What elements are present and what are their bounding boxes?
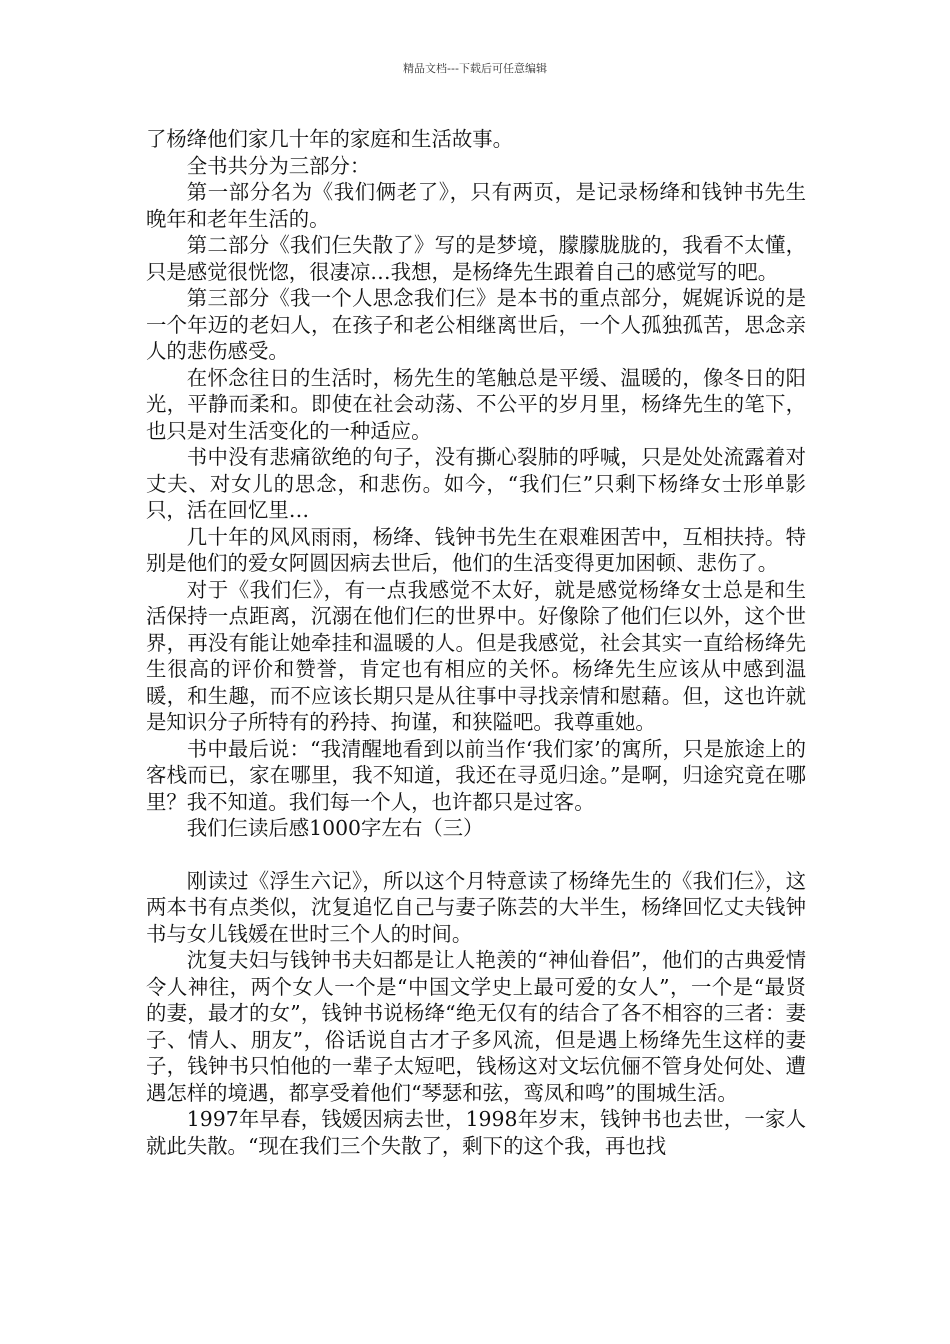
- paragraph: 沈复夫妇与钱钟书夫妇都是让人艳羡的“神仙眷侣”，他们的古典爱情令人神往，两个女人一个是“中国文学史上最可爱的女人”，一个是“最贤的妻，最才的女”，钱钟书说杨绛“绝无仅有的结合了各不相容的三者：妻子、情人、朋友”，俗话说自古才子多风流，但是遇上杨绛先生这样的妻子，钱钟书只怕他的一辈子太短吧，钱杨这对文坛伉俪不管身处何处、遭遇怎样的境遇，都享受着他们“琴瑟和弦，鸾凤和鸣”的围城生活。: [146, 948, 806, 1105]
- paragraph: 书中没有悲痛欲绝的句子，没有撕心裂肺的呼喊，只是处处流露着对丈夫、对女儿的思念，和悲伤。如今，“我们仨”只剩下杨绛女士形单影只，活在回忆里…: [146, 445, 806, 522]
- paragraph: 第二部分《我们仨失散了》写的是梦境，朦朦胧胧的，我看不太懂，只是感觉很恍惚，很凄凉…我想，是杨绛先生跟着自己的感觉写的吧。: [146, 233, 806, 284]
- section-title: 我们仨读后感1000字左右（三）: [186, 816, 484, 840]
- paragraph: 了杨绛他们家几十年的家庭和生活故事。: [146, 127, 514, 151]
- paragraph: 书中最后说：“我清醒地看到以前当作‘我们家’的寓所，只是旅途上的客栈而已，家在哪里，我不知道，我还在寻觅归途。”是啊，归途究竟在哪里？我不知道。我们每一个人，也许都只是过客。: [146, 736, 806, 814]
- page-header: 精品文档---下载后可任意编辑: [403, 62, 547, 75]
- paragraph: 第三部分《我一个人思念我们仨》是本书的重点部分，娓娓诉说的是一个年迈的老妇人，在孩子和老公相继离世后，一个人孤独孤苦，思念亲人的悲伤感受。: [146, 286, 806, 363]
- paragraph: 刚读过《浮生六记》，所以这个月特意读了杨绛先生的《我们仨》，这两本书有点类似，沈复追忆自己与妻子陈芸的大半生，杨绛回忆丈夫钱钟书与女儿钱媛在世时三个人的时间。: [146, 868, 806, 946]
- document-body: [146, 126, 806, 1159]
- paragraph: 第一部分名为《我们俩老了》，只有两页，是记录杨绛和钱钟书先生晚年和老年生活的。: [146, 180, 806, 231]
- paragraph: 几十年的风风雨雨，杨绛、钱钟书先生在艰难困苦中，互相扶持。特别是他们的爱女阿圆因病去世后，他们的生活变得更加困顿、悲伤了。: [146, 524, 806, 575]
- paragraph: 在怀念往日的生活时，杨先生的笔触总是平缓、温暖的，像冬日的阳光，平静而柔和。即使在社会动荡、不公平的岁月里，杨绛先生的笔下，也只是对生活变化的一种适应。: [146, 365, 806, 443]
- paragraph: 1997年早春，钱媛因病去世，1998年岁末，钱钟书也去世，一家人就此失散。“现在我们三个失散了，剩下的这个我，再也找: [146, 1107, 806, 1158]
- paragraph: 全书共分为三部分：: [186, 153, 371, 178]
- paragraph: 对于《我们仨》，有一点我感觉不太好，就是感觉杨绛女士总是和生活保持一点距离，沉溺在他们仨的世界中。好像除了他们仨以外，这个世界，再没有能让她牵挂和温暖的人。但是我感觉，社会其实一直给杨绛先生很高的评价和赞誉，肯定也有相应的关怀。杨绛先生应该从中感到温暖，和生趣，而不应该长期只是从往事中寻找亲情和慰藉。但，这也许就是知识分子所特有的矜持、拘谨，和狭隘吧。我尊重她。: [146, 577, 806, 734]
